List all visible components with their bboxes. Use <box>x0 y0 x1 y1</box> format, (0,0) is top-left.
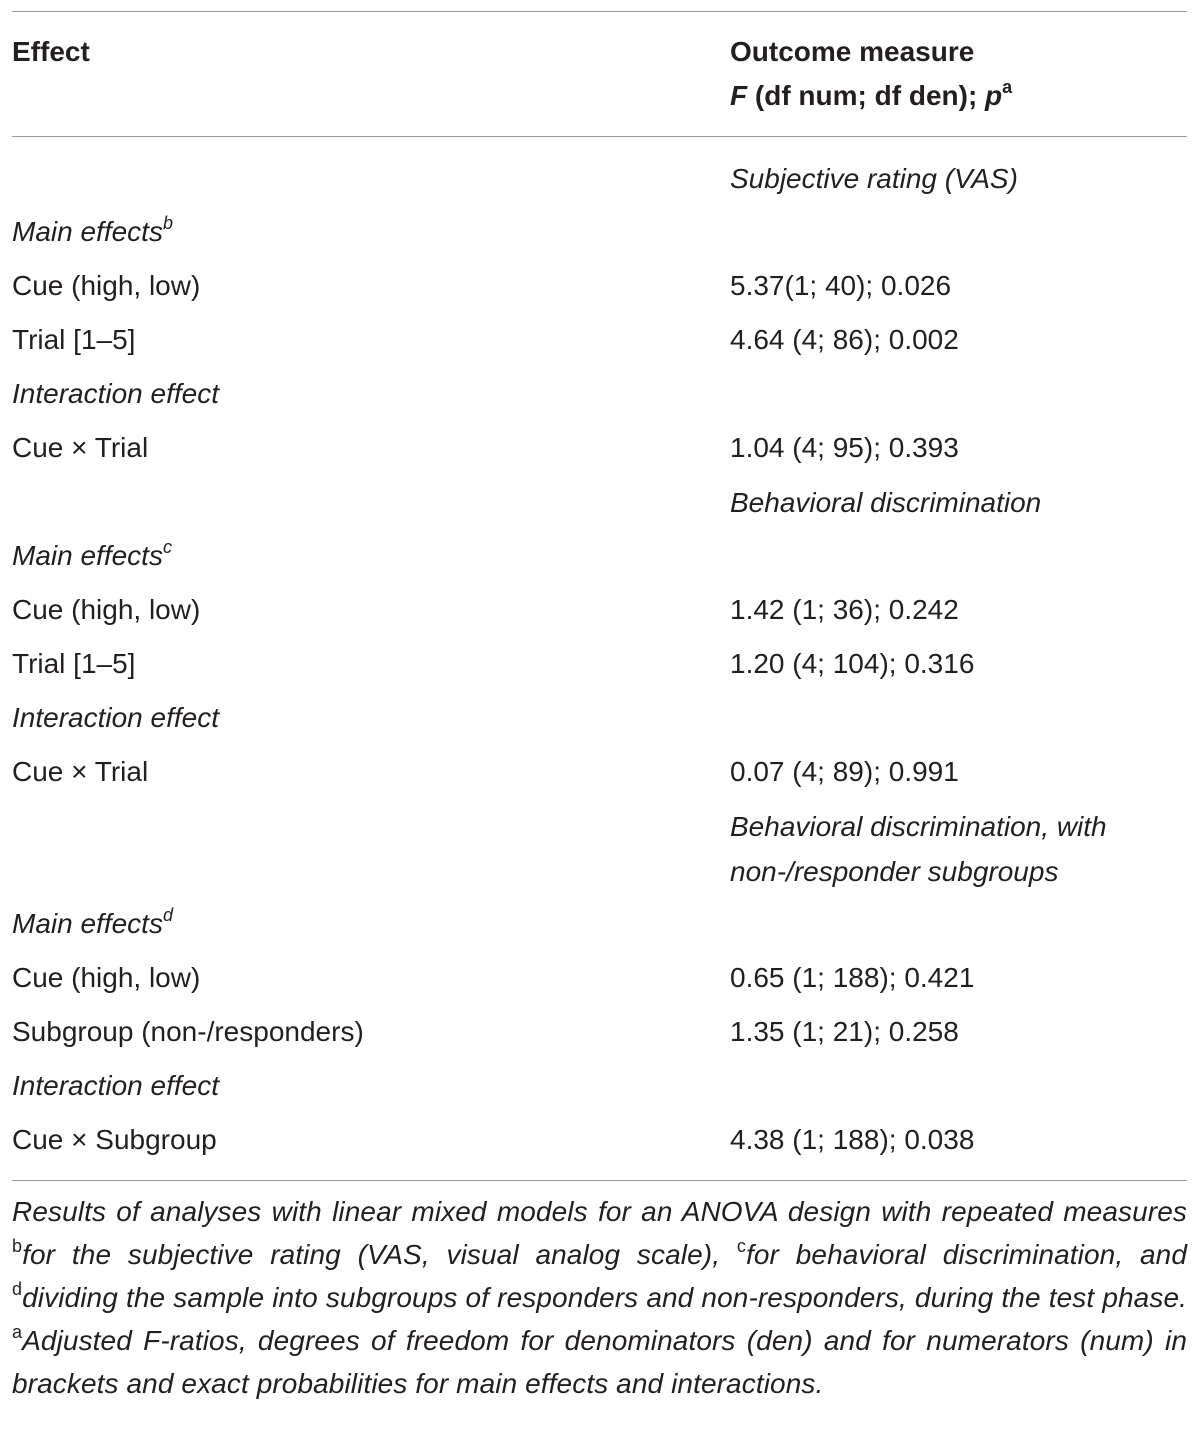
main-effects-label <box>12 205 173 259</box>
footnote-text: for behavioral discrimination, and <box>746 1239 1187 1270</box>
effect-cell: Trial [1–5] <box>12 648 136 679</box>
group-row-interaction <box>0 367 1200 421</box>
result-cell: 4.64 (4; 86); 0.002 <box>730 324 959 355</box>
header-outcome-stats <box>730 74 1012 118</box>
result-cell: 1.35 (1; 21); 0.258 <box>730 1016 959 1047</box>
header-sup-a: a <box>1002 76 1013 97</box>
header-outcome <box>730 30 1012 118</box>
group-row-main-effects <box>0 529 1200 583</box>
group-row-interaction <box>0 691 1200 745</box>
footnote-sup-c: c <box>736 1235 746 1256</box>
effect-cell: Cue × Trial <box>12 432 149 463</box>
section-title-line2: non-/responder subgroups <box>730 856 1059 887</box>
footnote-sup-d: d <box>12 1278 23 1299</box>
table-bottom-rule <box>12 1180 1187 1181</box>
main-effects-text: Main effects <box>12 216 163 247</box>
effect-cell: Subgroup (non-/responders) <box>12 1016 364 1047</box>
result-cell: 0.65 (1; 188); 0.421 <box>730 962 975 993</box>
header-sep: ; <box>967 80 986 111</box>
effect-cell: Cue × Subgroup <box>12 1124 217 1155</box>
result-cell: 5.37(1; 40); 0.026 <box>730 270 952 301</box>
table-row <box>0 637 1200 691</box>
table-row <box>0 421 1200 475</box>
footnote-text: Results of analyses with linear mixed models for an ANOVA design with repeated measures <box>12 1196 1187 1227</box>
effect-cell: Cue (high, low) <box>12 270 201 301</box>
main-effects-sup: c <box>162 536 172 557</box>
main-effects-label <box>12 897 173 951</box>
interaction-effect-label: Interaction effect <box>12 1070 220 1101</box>
header-df: (df num; df den) <box>747 80 968 111</box>
header-p: p <box>985 80 1003 111</box>
table-row <box>0 1113 1200 1167</box>
interaction-effect-label: Interaction effect <box>12 378 220 409</box>
footnote-text: Adjusted F-ratios, degrees of freedom for denominators (den) and for numerators (num) in brackets and exact probabilities for main effects and interactions. <box>12 1325 1187 1399</box>
main-effects-label <box>12 529 172 583</box>
table-row <box>0 259 1200 313</box>
group-row-interaction <box>0 1059 1200 1113</box>
interaction-effect-label: Interaction effect <box>12 702 220 733</box>
result-cell: 0.07 (4; 89); 0.991 <box>730 756 959 787</box>
section-title-vas: Subjective rating (VAS) <box>730 163 1018 194</box>
section-title-subgroups <box>730 804 1185 894</box>
result-cell: 1.42 (1; 36); 0.242 <box>730 594 959 625</box>
result-cell: 1.20 (4; 104); 0.316 <box>730 648 975 679</box>
table-footnote <box>12 1190 1187 1405</box>
effect-cell: Trial [1–5] <box>12 324 136 355</box>
main-effects-text: Main effects <box>12 540 163 571</box>
effect-cell: Cue (high, low) <box>12 594 201 625</box>
table-row <box>0 745 1200 799</box>
footnote-sup-b: b <box>12 1235 23 1256</box>
main-effects-sup: b <box>162 212 173 233</box>
header-effect: Effect <box>12 36 90 67</box>
footnote-text: for the subjective rating (VAS, visual analog scale), <box>22 1239 737 1270</box>
footnote-text: dividing the sample into subgroups of responders and non-responders, during the test phase. <box>22 1282 1187 1313</box>
table-row <box>0 951 1200 1005</box>
main-effects-text: Main effects <box>12 908 163 939</box>
header-outcome-title: Outcome measure <box>730 36 975 67</box>
result-cell: 4.38 (1; 188); 0.038 <box>730 1124 975 1155</box>
effect-cell: Cue (high, low) <box>12 962 201 993</box>
footnote-sup-a: a <box>12 1321 23 1342</box>
header-F: F <box>730 80 748 111</box>
section-title-behavioral: Behavioral discrimination <box>730 487 1042 518</box>
table-row <box>0 1005 1200 1059</box>
group-row-main-effects <box>0 205 1200 259</box>
effect-cell: Cue × Trial <box>12 756 149 787</box>
main-effects-sup: d <box>162 904 173 925</box>
table-row <box>0 313 1200 367</box>
group-row-main-effects <box>0 897 1200 951</box>
table-header-rule <box>12 136 1187 137</box>
table-top-rule <box>12 11 1187 12</box>
section-title-line1: Behavioral discrimination, with <box>730 811 1107 842</box>
result-cell: 1.04 (4; 95); 0.393 <box>730 432 959 463</box>
table-row <box>0 583 1200 637</box>
